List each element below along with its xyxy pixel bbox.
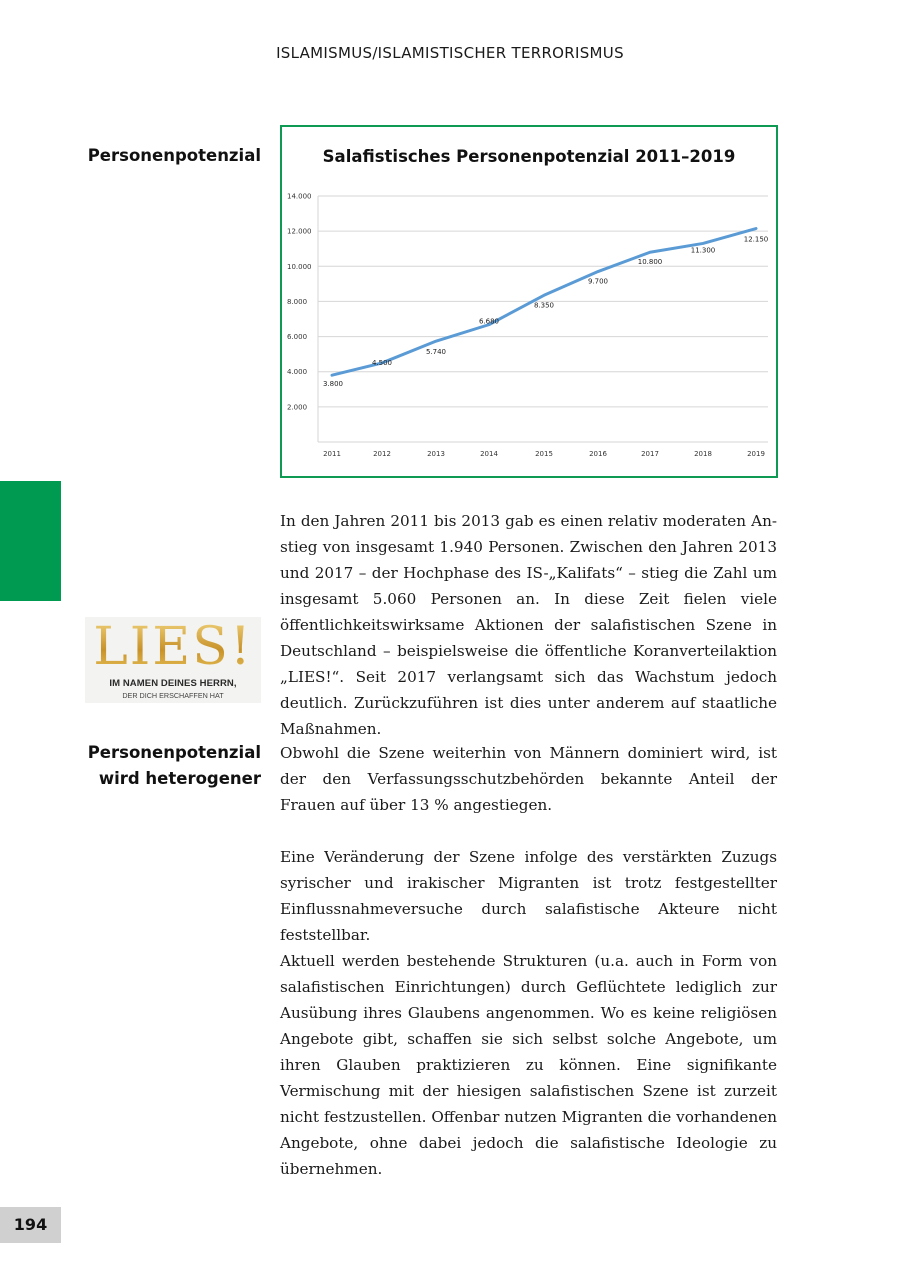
paragraph-text: Obwohl die Szene weiterhin von Männern dominiert wird, ist der den Verfassungsschutzbehörden bekannte Anteil der Frauen auf über 13 % angestiegen. <box>280 744 777 814</box>
data-label: 4.500 <box>371 358 393 367</box>
x-tick-label: 2015 <box>535 450 553 458</box>
data-label: 11.300 <box>690 246 716 255</box>
chart-title: Salafistisches Personenpotenzial 2011–2019 <box>322 147 736 166</box>
line-chart <box>280 125 778 478</box>
data-label: 10.800 <box>637 258 663 267</box>
y-tick-label: 4.000 <box>287 368 308 377</box>
y-tick-label: 10.000 <box>287 262 312 271</box>
y-tick-label: 6.000 <box>287 333 308 342</box>
page-number: 194 <box>0 1207 61 1243</box>
x-tick-label: 2019 <box>747 450 765 458</box>
margin-heading-line1: Personenpotenzial <box>87 743 261 762</box>
margin-heading-personenpotenzial: Personenpotenzial <box>87 146 261 165</box>
x-tick-label: 2014 <box>480 450 498 458</box>
data-label: 3.800 <box>322 380 344 389</box>
paragraph-text: Aktuell werden bestehende Strukturen (u.a. auch in Form von salafistischen Einrichtungen) durch Geflüchtete lediglich zur Ausübung ihres Glaubens angenommen. Wo es keine religiösen Angebote gibt, schaffen sie sich selbst solche Angebote, um ihren Glauben praktizieren zu können. Eine signifikante Vermischung mit der hiesigen salafistischen Szene ist zurzeit nicht festzustellen. Offenbar nutzen Migranten die vorhandenen Angebote, ohne dabei jedoch die salafistische Ideologie zu übernehmen. <box>280 952 777 1178</box>
chapter-color-tab <box>0 481 61 601</box>
x-tick-label: 2017 <box>641 450 659 458</box>
x-tick-label: 2016 <box>589 450 607 458</box>
paragraph-text: Eine Veränderung der Szene infolge des verstärkten Zuzugs syrischer und irakischer Migranten ist trotz festgestellter Einflussnahmeversuche durch salafistische Akteure nicht feststellbar. <box>280 848 777 944</box>
y-tick-label: 12.000 <box>287 227 312 236</box>
data-label: 8.350 <box>533 301 555 310</box>
lies-logo-text: LIES! <box>85 619 261 675</box>
x-tick-label: 2018 <box>694 450 712 458</box>
data-label: 6.680 <box>478 317 500 326</box>
paragraph-2 <box>280 740 777 818</box>
lies-campaign-image <box>85 617 261 703</box>
x-tick-label: 2013 <box>427 450 445 458</box>
data-label: 5.740 <box>425 348 447 357</box>
lies-subtitle-line2: DER DICH ERSCHAFFEN HAT <box>122 691 224 700</box>
margin-heading-line2: wird heterogener <box>98 769 261 788</box>
y-tick-label: 8.000 <box>287 297 308 306</box>
x-tick-label: 2012 <box>373 450 391 458</box>
paragraph-4 <box>280 948 777 1182</box>
paragraph-1 <box>280 508 777 742</box>
data-label: 12.150 <box>743 235 769 244</box>
margin-heading-heterogener <box>60 740 261 792</box>
data-label: 9.700 <box>587 277 609 286</box>
x-tick-label: 2011 <box>323 450 341 458</box>
paragraph-text: In den Jahren 2011 bis 2013 gab es einen relativ moderaten Anstieg von insgesamt 1.940 Personen. Zwischen den Jahren 2013 und 2017 – der Hochphase des IS-„Kalifats“ – stieg die Zahl um insgesamt 5.060 Personen an. In diese Zeit fielen viele öffentlichkeitswirksame Aktionen der salafistischen Szene in Deutschland – beispielsweise die öffentliche Koranverteilaktion „LIES!“. Seit 2017 verlangsamt sich das Wachstum jedoch deutlich. Zurückzuführen ist dies unter anderem auf staatliche Maßnahmen. <box>280 512 777 738</box>
running-head: ISLAMISMUS/ISLAMISTISCHER TERRORISMUS <box>276 44 624 62</box>
lies-subtitle-line1: IM NAMEN DEINES HERRN, <box>109 678 237 689</box>
chart-plot <box>282 127 776 476</box>
y-tick-label: 14.000 <box>287 192 312 201</box>
y-tick-label: 2.000 <box>287 403 308 412</box>
paragraph-3 <box>280 844 777 948</box>
